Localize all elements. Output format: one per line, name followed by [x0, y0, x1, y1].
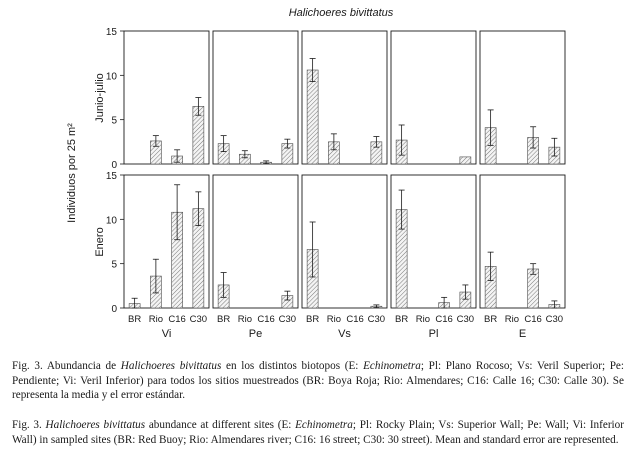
x-tick-label-pl-c30: C30 [456, 314, 475, 325]
y-tick-label-enero-5: 5 [111, 259, 117, 271]
panel-label-vs: Vs [338, 328, 351, 340]
panel-label-pl: Pl [428, 328, 439, 340]
y-tick-label-junio-julio-15: 15 [105, 27, 117, 38]
chart-title: Halichoeres bivittatus [288, 7, 394, 19]
x-tick-label-vs-br: BR [306, 314, 320, 325]
caption-es-text-1: en los distintos biotopos (E: [221, 360, 364, 373]
x-tick-label-pe-c16: C16 [257, 314, 275, 325]
y-tick-label-junio-julio-0: 0 [111, 160, 117, 171]
row-label-junio-julio: Junio-julio [94, 73, 106, 123]
caption-spanish [12, 359, 624, 403]
caption-es-text-2: ; Pl: Plano Rocoso; Vs: Veril Superior; Pe: Pendiente; Vi: Veril Inferior) para todos los sitios muestreados (BR: Boya Roja; Rio: Almendares; C16: Calle 16; C30: Calle 30). Se representa la media y el error estándar. [12, 360, 625, 402]
x-tick-label-vi-c30: C30 [189, 314, 208, 325]
panel-label-pe: Pe [248, 328, 263, 340]
y-tick-label-enero-10: 10 [105, 215, 117, 227]
x-tick-label-vi-rio: Rio [148, 314, 164, 325]
x-tick-label-vs-rio: Rio [326, 314, 342, 325]
x-tick-label-pe-br: BR [217, 314, 231, 325]
bar-junio-julio-vs-br [307, 70, 318, 164]
panel-grid [106, 27, 565, 340]
row-label-enero: Enero [94, 227, 106, 257]
x-tick-label-vs-c16: C16 [346, 314, 364, 325]
x-tick-label-pl-c16: C16 [435, 314, 453, 325]
x-tick-label-pe-c30: C30 [278, 314, 297, 325]
caption-en-genus: Echinometra [295, 419, 353, 432]
caption-en-text-1: abundance at different sites (E: [145, 419, 296, 432]
x-tick-label-e-c30: C30 [545, 314, 564, 325]
y-tick-label-enero-15: 15 [105, 171, 117, 182]
x-tick-label-pe-rio: Rio [237, 314, 253, 325]
x-tick-label-pl-br: BR [395, 314, 409, 325]
x-tick-label-e-c16: C16 [524, 314, 542, 325]
y-tick-label-junio-julio-10: 10 [105, 71, 117, 83]
y-tick-label-enero-0: 0 [111, 304, 117, 315]
caption-english [12, 418, 624, 447]
bar-enero-e-c16 [528, 269, 539, 308]
caption-es-genus: Echinometra [363, 360, 421, 373]
y-axis-label: Individuos por 25 m² [66, 123, 78, 223]
x-tick-label-pl-rio: Rio [415, 314, 431, 325]
panel-label-e: E [518, 328, 527, 340]
x-tick-label-e-rio: Rio [504, 314, 520, 325]
x-tick-label-e-br: BR [484, 314, 498, 325]
caption-es-prefix: Fig. 3. Abundancia de [12, 360, 121, 373]
x-tick-label-vs-c30: C30 [367, 314, 386, 325]
caption-en-species: Halichoeres bivittatus [45, 419, 146, 432]
x-tick-label-vi-c16: C16 [168, 314, 186, 325]
caption-en-text-2: ; Pl: Rocky Plain; Vs: Superior Wall; Pe: Wall; Vi: Inferior Wall) in sampled sites (BR: Red Buoy; Rio: Almendares river; C16: 16 street; C30: 30 street). Mean and standard error are represented. [12, 419, 624, 446]
caption-es-species: Halichoeres bivittatus [120, 360, 222, 373]
x-tick-label-vi-br: BR [128, 314, 142, 325]
bar-junio-julio-pl-c30 [460, 157, 471, 164]
caption-en-prefix: Fig. 3. [12, 419, 46, 432]
panel-label-vi: Vi [161, 328, 172, 340]
y-tick-label-junio-julio-5: 5 [111, 115, 117, 127]
